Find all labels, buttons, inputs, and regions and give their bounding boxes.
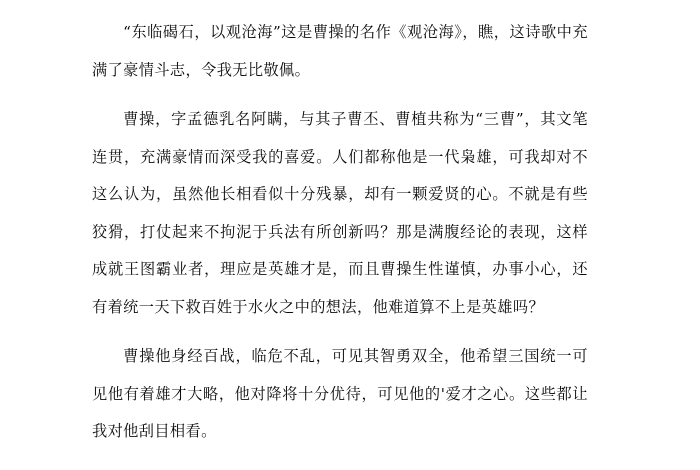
paragraph: “东临碣石，以观沧海”这是曹操的名作《观沧海》，瞧，这诗歌中充满了豪情斗志，令我无比敬佩。 — [92, 23, 588, 79]
paragraph: 曹操他身经百战，临危不乱，可见其智勇双全，他希望三国统一可见他有着雄才大略，他对降将十分优待，可见他的'爱才之心。这些都让我对他刮目相看。 — [92, 347, 588, 440]
paragraph: 曹操，字孟德乳名阿瞒，与其子曹丕、曹植共称为“三曹”，其文笔连贯，充满豪情而深受我的喜爱。人们都称他是一代枭雄，可我却对不这么认为，虽然他长相看似十分残暴，却有一颗爱贤的心。不就是有些狡猾，打仗起来不拘泥于兵法有所创新吗？那是满腹经论的表现，这样成就王图霸业者，理应是英雄才是，而且曹操生性谨慎，办事小心，还有着统一天下救百姓于水火之中的想法，他难道算不上是英雄吗？ — [92, 110, 588, 316]
document-body — [92, 14, 588, 451]
